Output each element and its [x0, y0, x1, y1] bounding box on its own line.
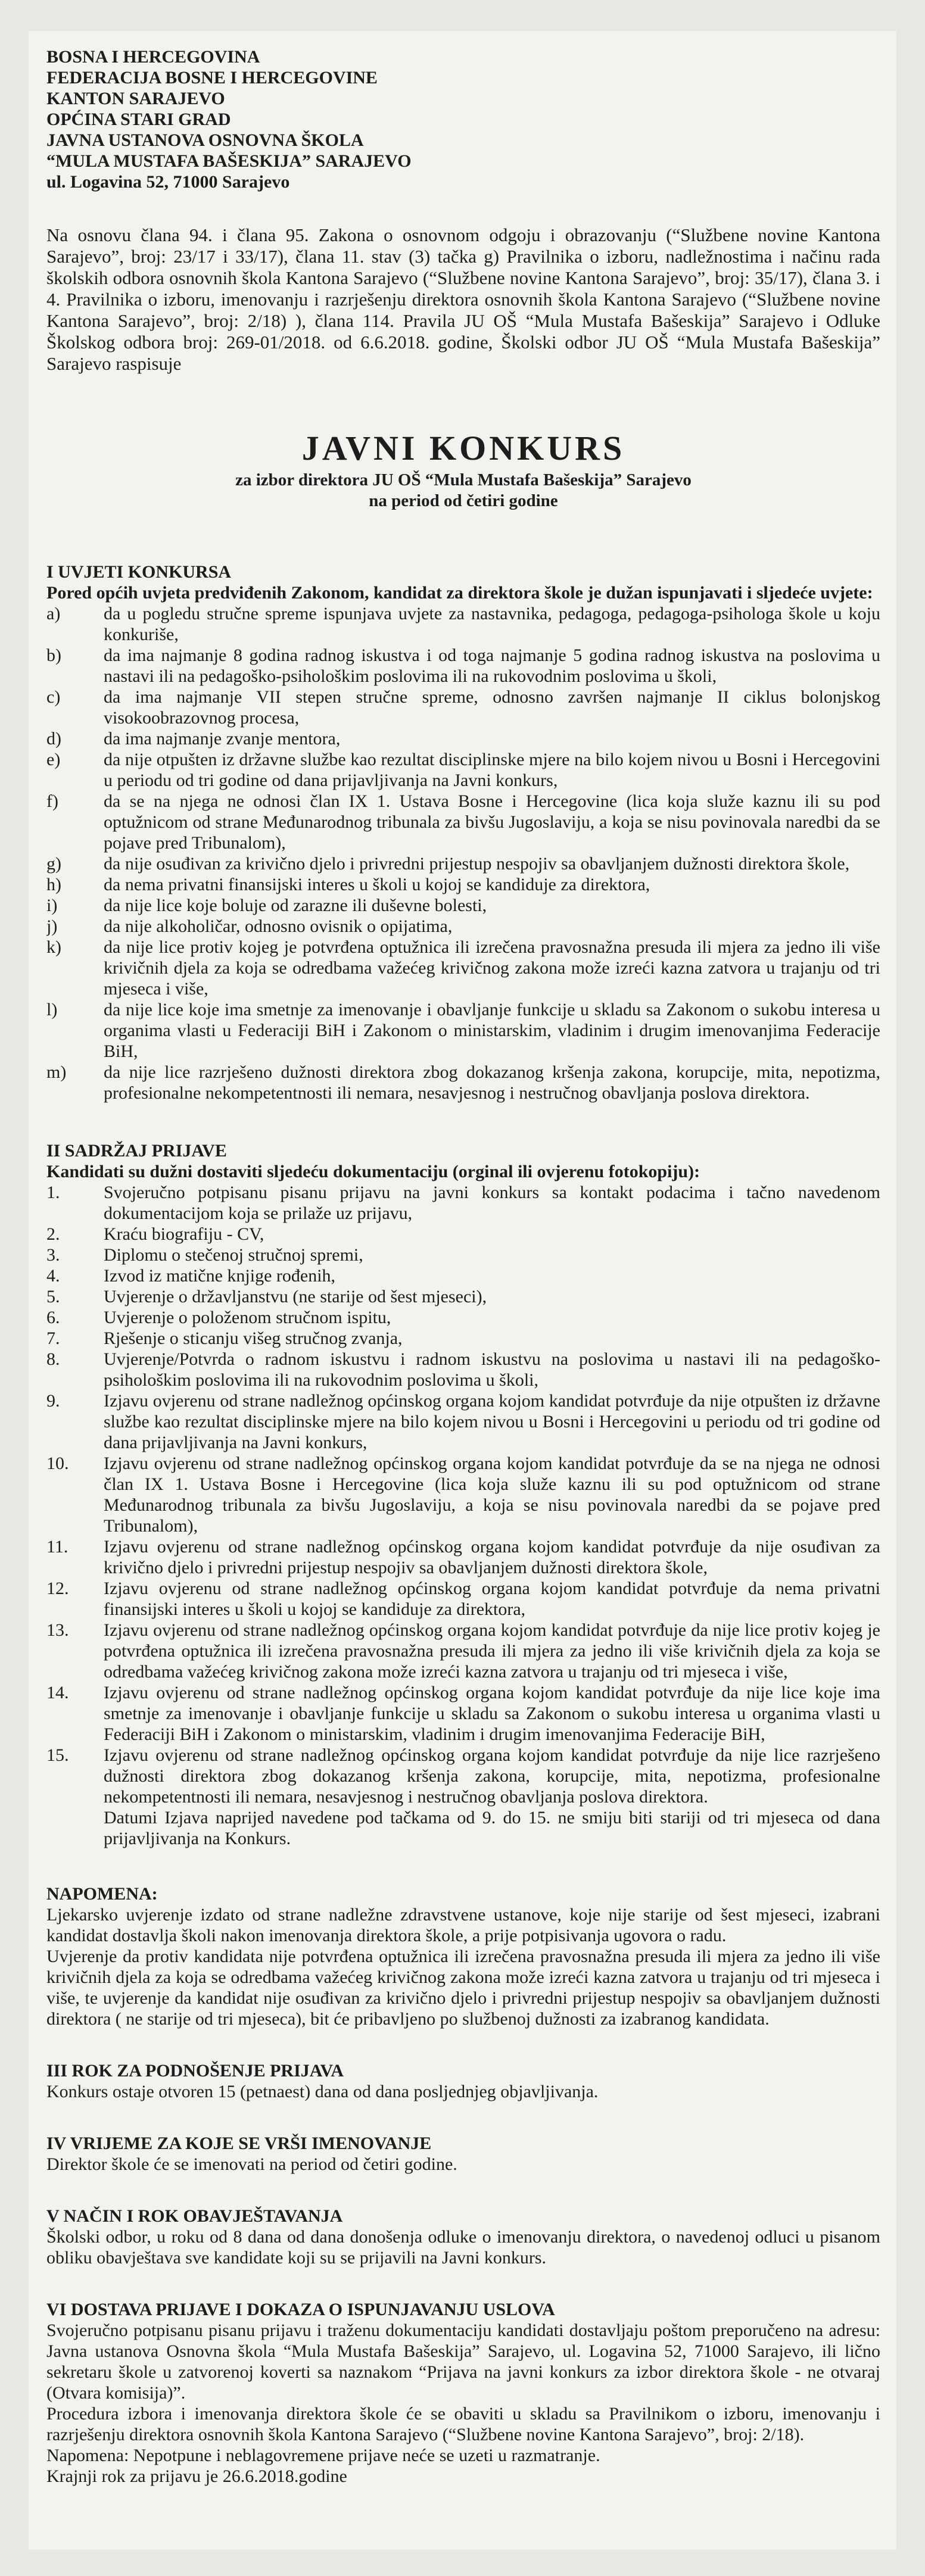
list-item-text: da ima najmanje VII stepen stručne spreme, odnosno završen najmanje II ciklus bolonjskog visokoobrazovnog procesa, — [104, 687, 880, 728]
section-dostava — [46, 2299, 880, 2487]
section-paragraph: Procedura izbora i imenovanja direktora škole će se obaviti u skladu sa Pravilnikom o izboru, imenovanju i razrješenju direktora osnovnih škola Kantona Sarajevo (“Službene novine Kantona Sarajevo”, broj: 2/18). — [46, 2404, 880, 2444]
list-item-text: Uvjerenje o položenom stručnom ispitu, — [104, 1308, 391, 1327]
header-line: FEDERACIJA BOSNE I HERCEGOVINE — [46, 68, 378, 88]
section-intro: Pored općih uvjeta predviđenih Zakonom, kandidat za direktora škole je dužan ispunjavati i sljedeće uvjete: — [46, 583, 873, 603]
section-intro: Kandidati su dužni dostaviti sljedeću dokumentaciju (orginal ili ovjerenu fotokopiju): — [46, 1162, 700, 1181]
deadline-text: Krajnji rok za prijavu je 26.6.2018.godine — [46, 2466, 347, 2486]
list-item-text: Izjavu ovjerenu od strane nadležnog općinskog organa kojom kandidat potvrđuje da nema privatni finansijski interes u školi u kojoj se kandiduje za direktora, — [104, 1579, 880, 1619]
list-item-text: Izjavu ovjerenu od strane nadležnog općinskog organa kojom kandidat potvrđuje da nije osuđivan za krivično djelo i privredni prijestup nespojiv sa obavljanjem dužnosti direktora škole, — [104, 1537, 880, 1577]
list-item-text: Izvod iz matične knjige rođenih, — [104, 1266, 336, 1286]
list-item-marker: 3. — [46, 1245, 60, 1265]
section-paragraph: Napomena: Nepotpune i neblagovremene prijave neće se uzeti u razmatranje. — [46, 2446, 600, 2465]
section-heading: IV VRIJEME ZA KOJE SE VRŠI IMENOVANJE — [46, 2134, 432, 2153]
section-text: Konkurs ostaje otvoren 15 (petnaest) dana od dana posljednjeg objavljivanja. — [46, 2082, 599, 2101]
list-item-text: Izjavu ovjerenu od strane nadležnog općinskog organa kojom kandidat potvrđuje da nije lice koje ima smetnje za imenovanje i obavljanje funkcije u skladu sa Zakonom o sukobu interesa u organima vlasti u Federaciji BiH i Zakonom o ministarskim, vladinim i drugim imenovanjima Federacije BiH, — [104, 1683, 880, 1744]
list-item — [46, 1578, 880, 1620]
list-item — [46, 603, 880, 645]
newspaper-page — [29, 31, 896, 2550]
section-uvjeti — [46, 562, 880, 1103]
conditions-list — [46, 603, 880, 1103]
list-item-marker: 8. — [46, 1349, 60, 1369]
section-sadrzaj — [46, 1140, 880, 1849]
list-item-marker: 1. — [46, 1183, 60, 1202]
section-rok — [46, 2060, 880, 2102]
list-item-text: Svojeručno potpisanu pisanu prijavu na javni konkurs sa kontakt podacima i tačno navedenom dokumentacijom koja se prilaže uz prijavu, — [104, 1183, 880, 1223]
documents-list — [46, 1182, 880, 1807]
section-heading: VI DOSTAVA PRIJAVE I DOKAZA O ISPUNJAVANJU USLOVA — [46, 2300, 555, 2319]
section-heading: V NAČIN I ROK OBAVJEŠTAVANJA — [46, 2206, 343, 2226]
list-item — [46, 1390, 880, 1453]
list-item — [46, 1307, 880, 1328]
header-line: ul. Logavina 52, 71000 Sarajevo — [46, 172, 290, 192]
list-item-marker: h) — [46, 875, 61, 894]
header-line: OPĆINA STARI GRAD — [46, 110, 231, 129]
list-item — [46, 645, 880, 687]
list-item-text: Izjavu ovjerenu od strane nadležnog općinskog organa kojom kandidat potvrđuje da se na njega ne odnosi član IX 1. Ustava Bosne i Hercegovine (lica koja služe kaznu ili su pod optužnicom od strane Međunarodnog tribunala za bivšu Jugoslaviju, a koja se nisu povinovala naredbi da se pojave pred Tribunalom), — [104, 1454, 880, 1536]
list-item-text: da nema privatni finansijski interes u školi u kojoj se kandiduje za direktora, — [104, 875, 650, 894]
list-item-text: da nije lice protiv kojeg je potvrđena optužnica ili izrečena pravosnažna presuda ili mjera za jedno ili više krivičnih djela za koja se odredbama važećeg krivičnog zakona može izreći kazna zatvora u trajanju od tri mjeseca i više, — [104, 937, 880, 999]
list-item — [46, 1453, 880, 1536]
list-item — [46, 1245, 880, 1265]
list-item-text: Uvjerenje/Potvrda o radnom iskustvu i radnom iskustvu na poslovima u nastavi ili na pedagoško- psihološkim poslovima ili na rukovodnim poslovima u školi, — [104, 1349, 880, 1390]
list-item — [46, 728, 880, 749]
list-item-marker: 11. — [46, 1537, 68, 1557]
list-item-text: da nije alkoholičar, odnosno ovisnik o opijatima, — [104, 916, 453, 936]
section-obavjestavanje — [46, 2206, 880, 2268]
section-heading: III ROK ZA PODNOŠENJE PRIJAVA — [46, 2061, 344, 2081]
section-text: Školski odbor, u roku od 8 dana od dana donošenja odluke o imenovanju direktora, o navedenoj odluci u pisanom obliku obavještava sve kandidate koji su se prijavili na Javni konkurs. — [46, 2227, 880, 2268]
section-text: Direktor škole će se imenovati na period od četiri godine. — [46, 2154, 457, 2174]
header-line: “MULA MUSTAFA BAŠESKIJA” SARAJEVO — [46, 151, 412, 171]
header-line: JAVNA USTANOVA OSNOVNA ŠKOLA — [46, 130, 364, 150]
document-subtitle-period: na period od četiri godine — [369, 491, 558, 510]
list-item — [46, 1265, 880, 1286]
section-heading: II SADRŽAJ PRIJAVE — [46, 1141, 227, 1161]
list-item-text: Uvjerenje o državljanstvu (ne starije od šest mjeseci), — [104, 1287, 487, 1306]
list-item-marker: d) — [46, 729, 61, 749]
list-item — [46, 1182, 880, 1224]
list-item-text: da ima najmanje zvanje mentora, — [104, 729, 341, 749]
document-subtitle: za izbor direktora JU OŠ “Mula Mustafa Bašeskija” Sarajevo — [235, 470, 692, 489]
list-item — [46, 1682, 880, 1745]
note-paragraph: Uvjerenje da protiv kandidata nije potvrđena optužnica ili izrečena pravosnažna presuda ili mjera za jedno ili više krivičnih djela za koja se odredbama važećeg krivičnog zakona može izreći kazna zatvora u trajanju od tri mjeseca i više, te uvjerenje da kandidat nije osuđivan za krivično djelo i privredni prijestup nespojiv sa obavljanjem dužnosti direktora ( ne starije od tri mjeseca), bit će pribavljeno po službenoj dužnosti za izabranog kandidata. — [46, 1947, 880, 2029]
list-item — [46, 1620, 880, 1682]
section-heading: I UVJETI KONKURSA — [46, 562, 232, 582]
list-item-marker: l) — [46, 1000, 58, 1019]
list-item-marker: 10. — [46, 1454, 69, 1473]
list-item-marker: i) — [46, 896, 58, 915]
list-item-marker: k) — [46, 937, 61, 957]
legal-preamble: Na osnovu člana 94. i člana 95. Zakona o osnovnom odgoju i obrazovanju (“Službene novine Kantona Sarajevo”, broj: 23/17 i 33/17), člana 11. stav (3) tačka g) Pravilnika o izboru, nadležnostima i načinu rada školskih odbora osnovnih škola Kantona Sarajevo (“Službene novine Kantona Sarajevo”, broj: 35/17), člana 3. i 4. Pravilnika o izboru, imenovanju i razrješenju direktora osnovnih škola Kantona Sarajevo (“Službene novine Kantona Sarajevo”, broj: 2/18) ), člana 114. Pravila JU OŠ “Mula Mustafa Bašeskija” Sarajevo i Odluke Školskog odbora broj: 269-01/2018. od 6.6.2018. godine, Školski odbor JU OŠ “Mula Mustafa Bašeskija” Sarajevo raspisuje — [46, 224, 880, 374]
list-item-marker: b) — [46, 645, 61, 665]
list-item — [46, 1286, 880, 1307]
document-title: JAVNI KONKURS — [301, 429, 625, 467]
list-item-text: da nije lice razrješeno dužnosti direktora zbog dokazanog kršenja zakona, korupcije, mita, nepotizma, profesionalne nekompetentnosti ili nemara, nesavjesnog i nestručnog obavljanja poslova direktora. — [104, 1062, 880, 1103]
list-item-text: Diplomu o stečenoj stručnoj spremi, — [104, 1245, 363, 1265]
list-item-marker: e) — [46, 750, 61, 769]
list-item-marker: m) — [46, 1062, 67, 1082]
institution-header — [46, 46, 880, 192]
list-item — [46, 1349, 880, 1390]
list-item-marker: c) — [46, 687, 61, 707]
list-item-text: da nije lice koje boluje od zarazne ili duševne bolesti, — [104, 896, 487, 915]
list-item-text: Rješenje o sticanju višeg stručnog zvanja, — [104, 1328, 403, 1348]
list-item-text: da nije osuđivan za krivično djelo i privredni prijestup nespojiv sa obavljanjem dužnosti direktora škole, — [104, 854, 850, 874]
list-item-marker: a) — [46, 604, 61, 623]
list-item — [46, 1536, 880, 1578]
list-item-text: Kraću biografiju - CV, — [104, 1224, 264, 1244]
list-item-marker: 5. — [46, 1287, 60, 1306]
list-item-marker: 6. — [46, 1308, 60, 1327]
section-heading: NAPOMENA: — [46, 1884, 158, 1904]
list-item — [46, 853, 880, 874]
section-paragraph: Svojeručno potpisanu pisanu prijavu i traženu dokumentaciju kandidati dostavljaju poštom preporučeno na adresu: Javna ustanova Osnovna škola “Mula Mustafa Bašeskija” Sarajevo, ul. Logavina 52, 71000 Sarajevo, ili lično sekretaru škole u zatvorenoj koverti sa naznakom “Prijava na javni konkurs za izbor direktora škole - ne otvaraj (Otvara komisija)”. — [46, 2321, 880, 2403]
header-line: BOSNA I HERCEGOVINA — [46, 47, 260, 67]
note-paragraph: Ljekarsko uvjerenje izdato od strane nadležne zdravstvene ustanove, koje nije starije od šest mjeseci, izabrani kandidat dostavlja školi nakon imenovanja direktora škole, a prije potpisivanja ugovora o radu. — [46, 1905, 880, 1945]
section-closing-note: Datumi Izjava naprijed navedene pod tačkama od 9. do 15. ne smiju biti stariji od tri mjeseca od dana prijavljivanja na Konkurs. — [104, 1808, 880, 1848]
list-item — [46, 916, 880, 937]
list-item — [46, 687, 880, 728]
list-item — [46, 1328, 880, 1349]
list-item-text: Izjavu ovjerenu od strane nadležnog općinskog organa kojom kandidat potvrđuje da nije lice razrješeno dužnosti direktora zbog dokazanog kršenja zakona, korupcije, mita, nepotizma, profesionalne nekompetentnosti ili nemara, nesavjesnog i nestručnog obavljanja poslova direktora. — [104, 1745, 880, 1807]
list-item — [46, 1224, 880, 1245]
list-item-text: da nije otpušten iz državne službe kao rezultat disciplinske mjere na bilo kojem nivou u Bosni i Hercegovini u periodu od tri godine od dana prijavljivanja na Javni konkurs, — [104, 750, 880, 790]
list-item-marker: f) — [46, 791, 58, 811]
list-item-marker: 2. — [46, 1224, 60, 1244]
list-item-text: da u pogledu stručne spreme ispunjava uvjete za nastavnika, pedagoga, pedagoga-psihologa škole u koju konkuriše, — [104, 604, 880, 644]
list-item — [46, 874, 880, 895]
list-item-marker: 4. — [46, 1266, 60, 1286]
header-line: KANTON SARAJEVO — [46, 89, 225, 108]
list-item-marker: j) — [46, 916, 58, 936]
list-item-marker: 7. — [46, 1328, 60, 1348]
list-item — [46, 1745, 880, 1807]
list-item — [46, 937, 880, 999]
section-napomena — [46, 1883, 880, 2029]
list-item-marker: 13. — [46, 1620, 69, 1640]
list-item — [46, 895, 880, 916]
list-item-marker: 9. — [46, 1391, 60, 1411]
list-item-marker: 14. — [46, 1683, 69, 1702]
list-item-text: da ima najmanje 8 godina radnog iskustva i od toga najmanje 5 godina radnog iskustva na poslovima u nastavi ili na pedagoško-psihološkim poslovima ili na rukovodnim poslovima u školi, — [104, 645, 880, 686]
list-item-text: da se na njega ne odnosi član IX 1. Ustava Bosne i Hercegovine (lica koja služe kaznu ili su pod optužnicom od strane Međunarodnog tribunala za bivšu Jugoslaviju, a koja se nisu povinovala naredbi da se pojave pred Tribunalom), — [104, 791, 880, 853]
list-item — [46, 999, 880, 1062]
section-vrijeme — [46, 2133, 880, 2175]
document-content — [46, 46, 880, 2536]
list-item-text: Izjavu ovjerenu od strane nadležnog općinskog organa kojom kandidat potvrđuje da nije lice protiv kojeg je potvrđena optužnica ili izrečena pravosnažna presuda ili mjera za jedno ili više krivičnih djela za koja se odredbama važećeg krivičnog zakona može izreći kazna zatvora u trajanju od tri mjeseca i više, — [104, 1620, 880, 1682]
list-item — [46, 791, 880, 853]
list-item-marker: g) — [46, 854, 61, 874]
list-item-marker: 12. — [46, 1579, 69, 1598]
list-item — [46, 1062, 880, 1103]
list-item — [46, 749, 880, 791]
list-item-text: Izjavu ovjerenu od strane nadležnog općinskog organa kojom kandidat potvrđuje da nije otpušten iz državne službe kao rezultat disciplinske mjere na bilo kojem nivou u Bosni i Hercegovini u periodu od tri godine od dana prijavljivanja na Javni konkurs, — [104, 1391, 880, 1452]
list-item-marker: 15. — [46, 1745, 69, 1765]
list-item-text: da nije lice koje ima smetnje za imenovanje i obavljanje funkcije u skladu sa Zakonom o sukobu interesa u organima vlasti u Federaciji BiH i Zakonom o ministarskim, vladinim i drugim imenovanjima Federacije BiH, — [104, 1000, 880, 1061]
